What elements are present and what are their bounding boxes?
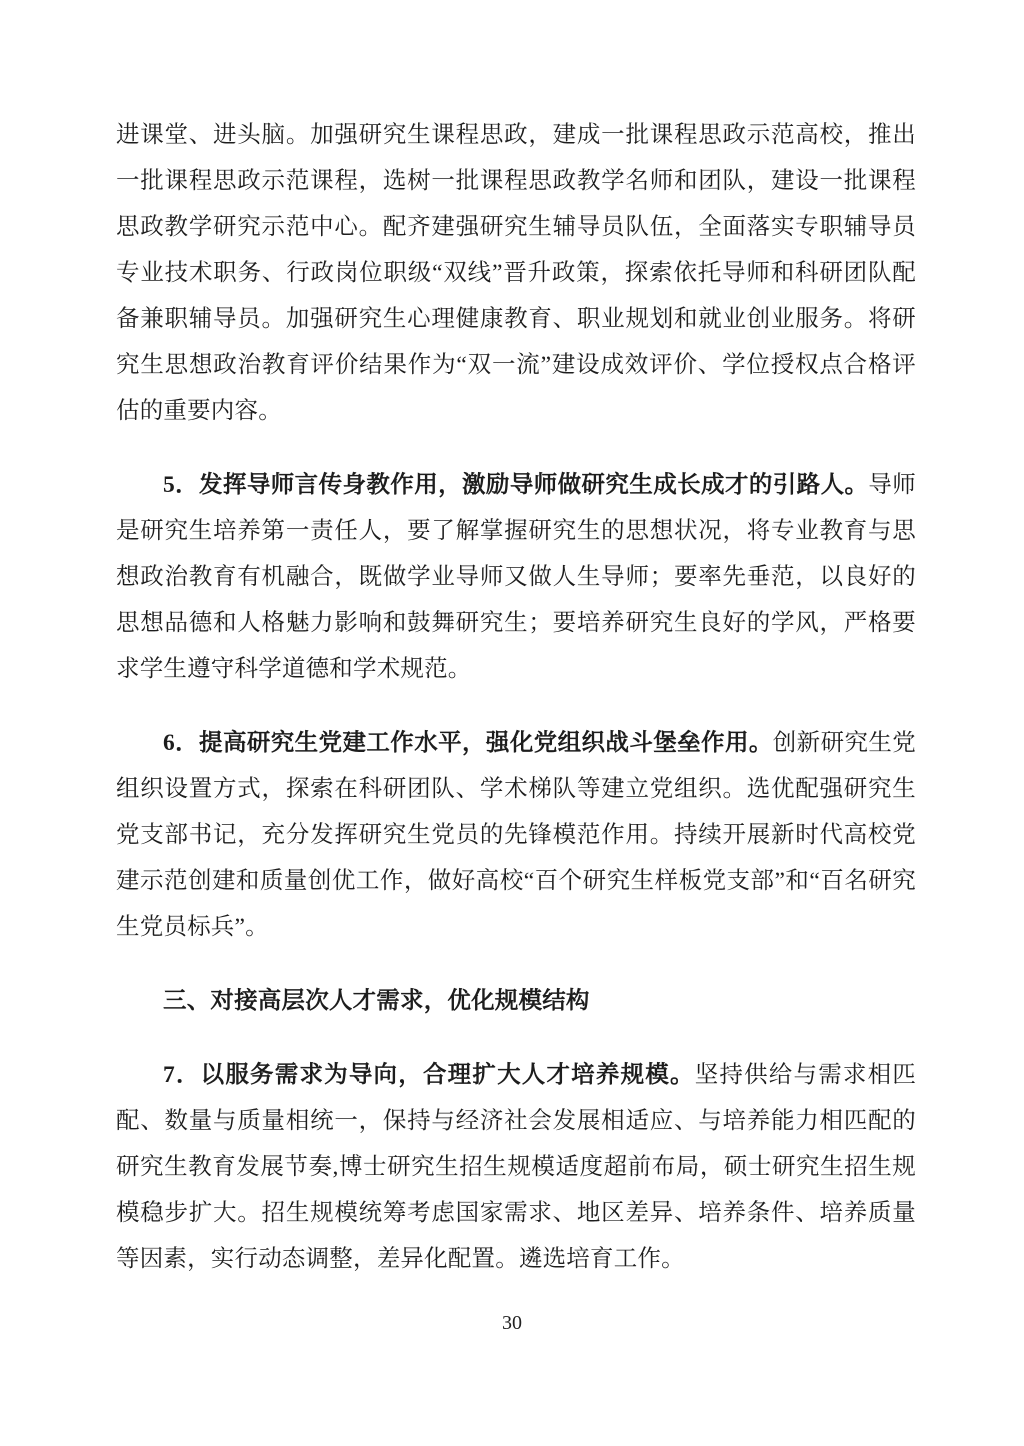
paragraph-text: 坚持供给与需求相匹配、数量与质量相统一，保持与经济社会发展相适应、与培养能力相匹配的研究生教育发展节奏,博士研究生招生规模适度超前布局，硕士研究生招生规模稳步扩大。招生规模统筹考虑国家需求、地区差异、培养条件、培养质量等因素，实行动态调整，差异化配置。遴选培育工作。: [116, 1062, 916, 1272]
paragraph-bold-lead: 6．提高研究生党建工作水平，强化党组织战斗堡垒作用。: [163, 730, 773, 756]
section-heading: [116, 978, 916, 1024]
paragraph: [116, 112, 916, 434]
document-body: [116, 112, 916, 1282]
paragraph-bold-lead: 5．发挥导师言传身教作用，激励导师做研究生成长成才的引路人。: [163, 472, 869, 498]
paragraph-text: 导师是研究生培养第一责任人，要了解掌握研究生的思想状况，将专业教育与思想政治教育有机融合，既做学业导师又做人生导师；要率先垂范，以良好的思想品德和人格魅力影响和鼓舞研究生；要培养研究生良好的学风，严格要求学生遵守科学道德和学术规范。: [116, 472, 916, 682]
paragraph: [116, 462, 916, 692]
paragraph-text: 创新研究生党组织设置方式，探索在科研团队、学术梯队等建立党组织。选优配强研究生党支部书记，充分发挥研究生党员的先锋模范作用。持续开展新时代高校党建示范创建和质量创优工作，做好高校“百个研究生样板党支部”和“百名研究生党员标兵”。: [116, 730, 917, 940]
paragraph-text: 进课堂、进头脑。加强研究生课程思政，建成一批课程思政示范高校，推出一批课程思政示范课程，选树一批课程思政教学名师和团队，建设一批课程思政教学研究示范中心。配齐建强研究生辅导员队伍，全面落实专职辅导员专业技术职务、行政岗位职级“双线”晋升政策，探索依托导师和科研团队配备兼职辅导员。加强研究生心理健康教育、职业规划和就业创业服务。将研究生思想政治教育评价结果作为“双一流”建设成效评价、学位授权点合格评估的重要内容。: [116, 122, 916, 424]
paragraph: [116, 720, 916, 950]
paragraph: [116, 1052, 916, 1282]
paragraph-bold-lead: 7．以服务需求为导向，合理扩大人才培养规模。: [163, 1062, 695, 1088]
page-number: 30: [502, 1312, 522, 1334]
section-heading-text: 三、对接高层次人才需求，优化规模结构: [163, 988, 590, 1014]
